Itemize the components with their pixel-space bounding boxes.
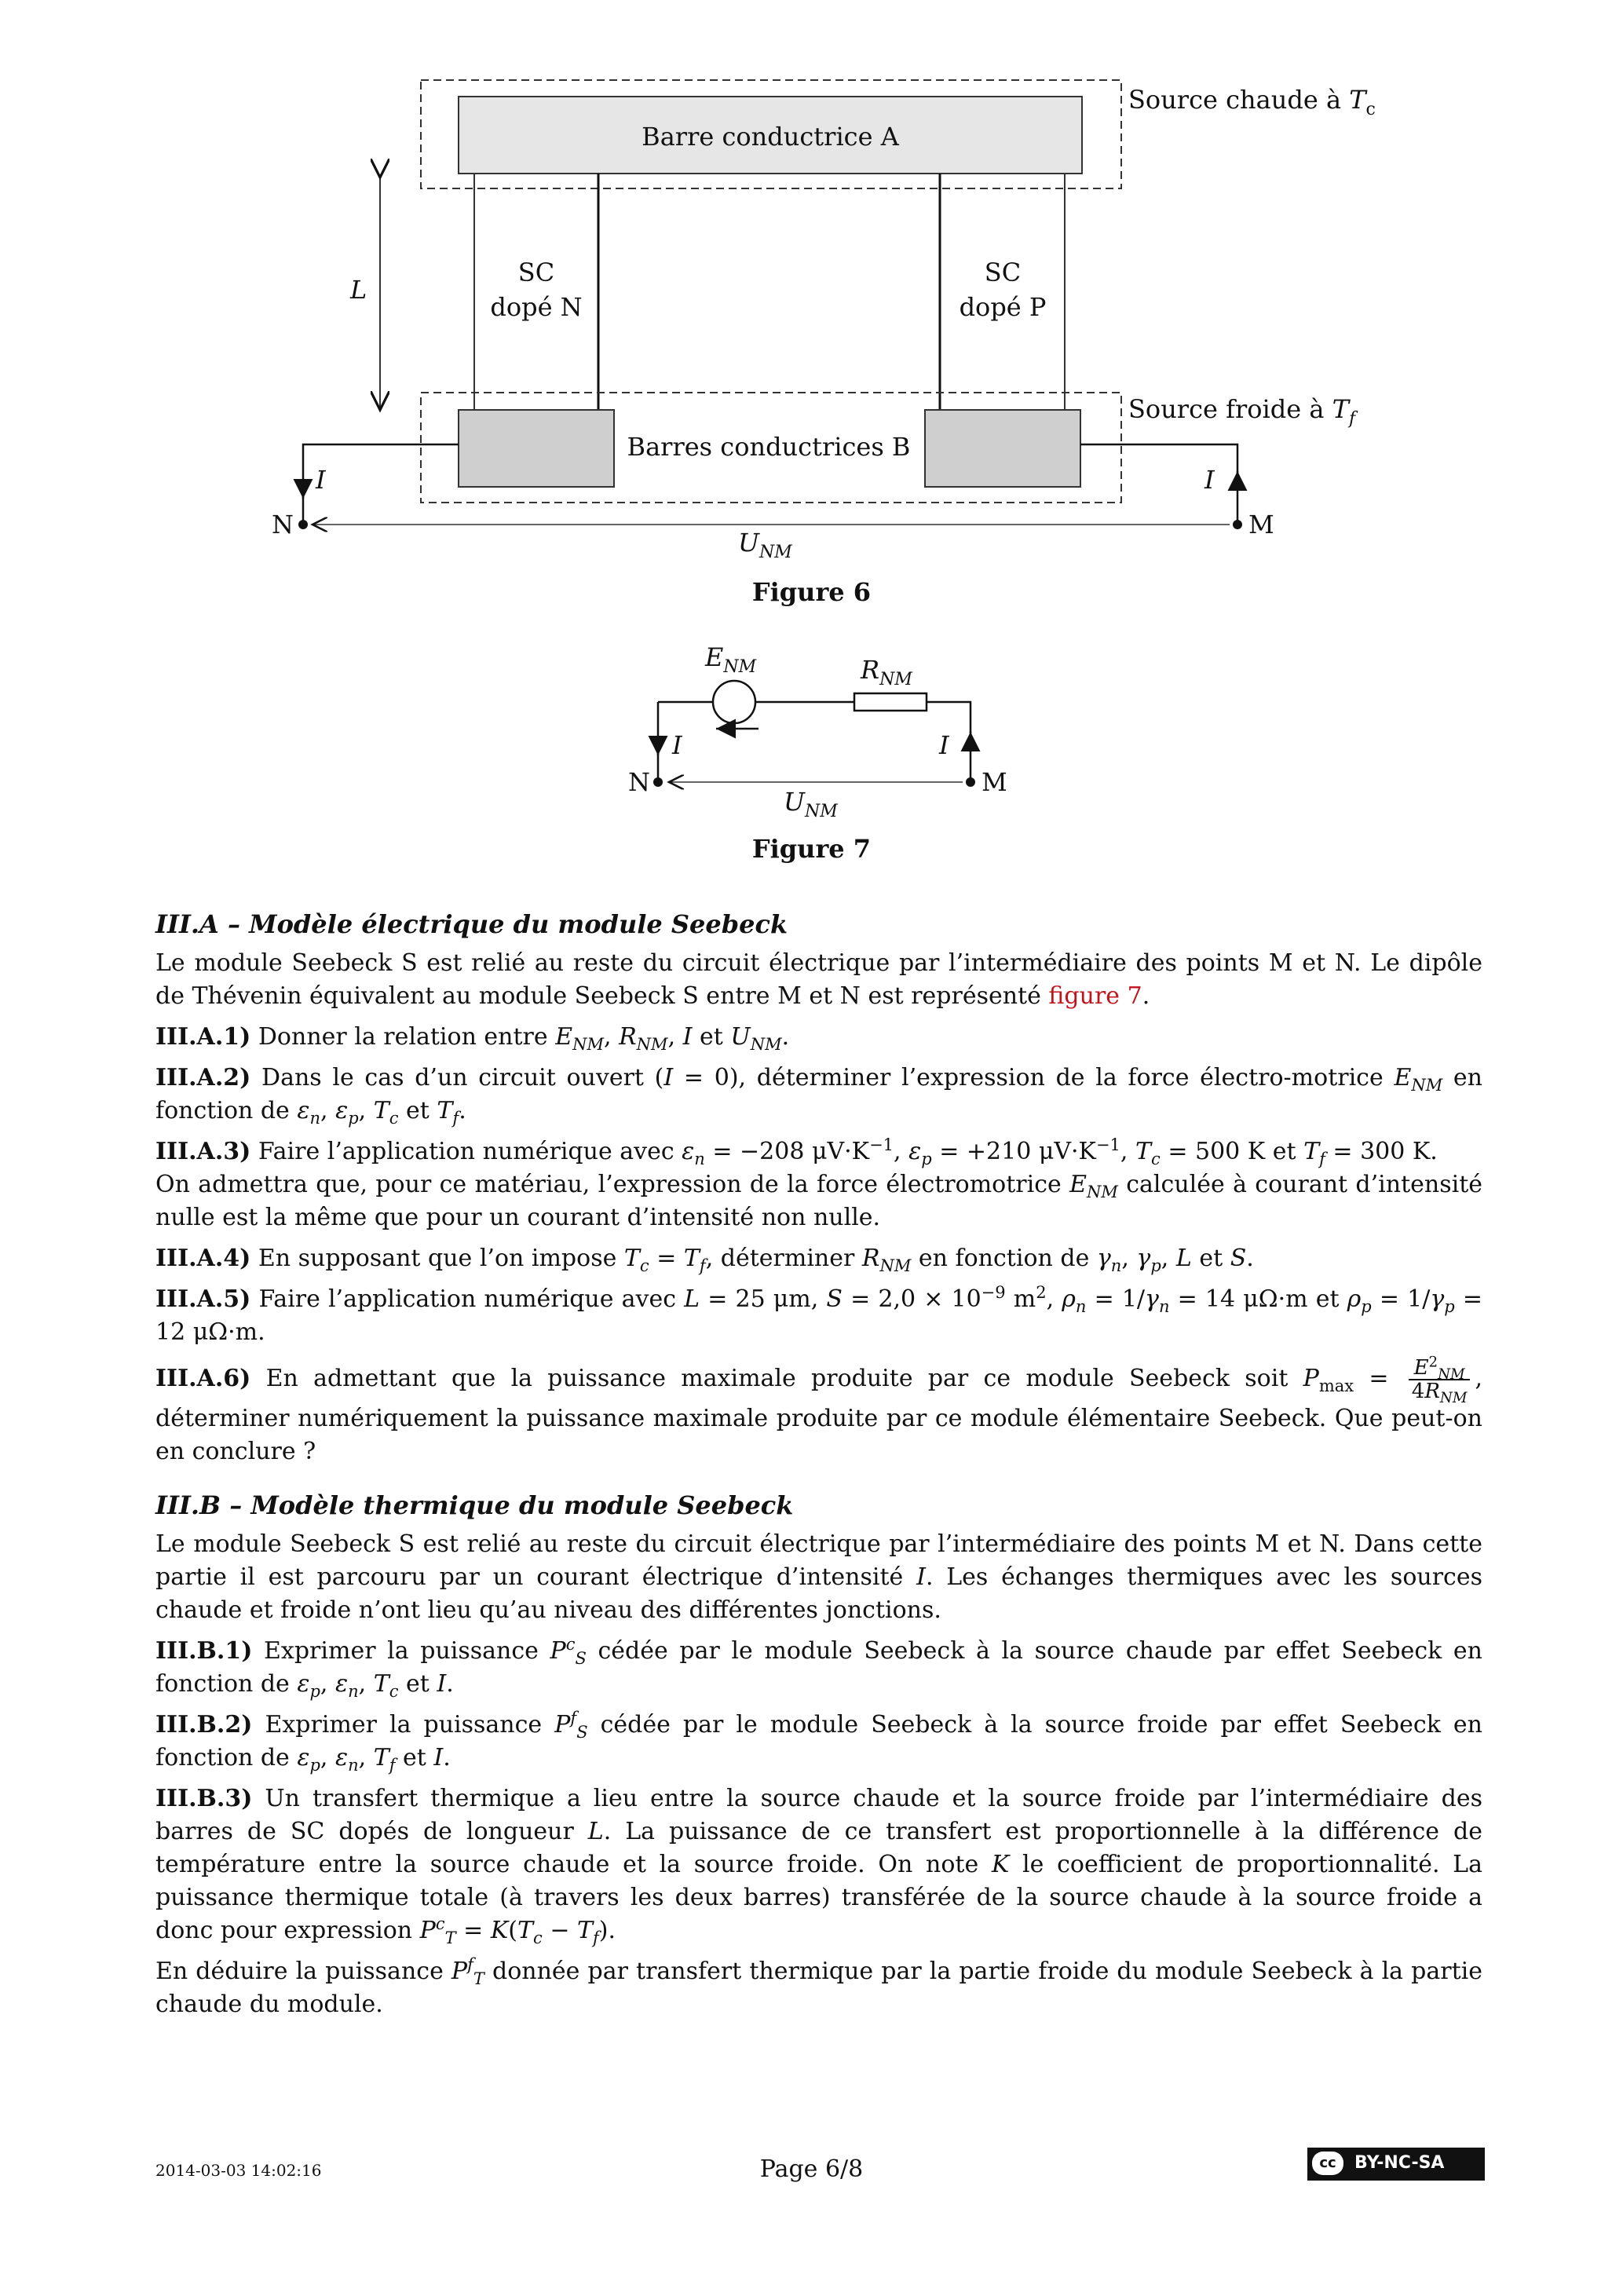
question-a3: III.A.3) Faire l’application numérique avec $\varepsilon_n = -208$ $\mu V\cdot K^{-1}$, $\varepsilon_p = +210$ $\mu V\cdot K^{-1}$, $T_c = 500$ K et $T_f = 300$ K. [155, 1135, 1438, 1168]
sc-n-doping: dopé N [490, 292, 583, 322]
license-label: BY-NC-SA [1354, 2153, 1445, 2173]
hot-source-label: Source chaude à $T_c$ [1128, 85, 1376, 119]
question-b1: III.B.1) Exprimer la puissance $P^c_S$ cédée par le module Seebeck à la source chaude par effet Seebeck en fonction de $\varepsilon_p$, $\varepsilon_n$, $T_c$ et I. [155, 1635, 1482, 1701]
resistor-symbol [854, 693, 927, 711]
question-a5: III.A.5) Faire l’application numérique avec L = 25 μm, $S = 2,0 \times 10^{-9}$ $m^2$, $\rho_n = 1/\gamma_n = 14$ μΩ·m et $\rho_p = 1/\gamma_p = 12$ μΩ·m. [155, 1283, 1483, 1346]
conductor-bar-b-left [459, 410, 614, 487]
exam-text [155, 887, 1482, 2029]
figure-6-caption: Figure 6 [751, 577, 872, 607]
section-a-title: III.A – Modèle électrique du module Seebeck [155, 909, 788, 939]
footer-date: 2014-03-03 14:02:16 [155, 2161, 322, 2180]
resistance-label: $R_{NM}$ [861, 655, 912, 689]
current-right-label-fig7: I [939, 730, 949, 760]
figure-7-link[interactable]: figure 7 [1048, 982, 1142, 1010]
footer-page-number: Page 6/8 [759, 2155, 864, 2183]
license-badge[interactable] [1307, 2148, 1485, 2181]
question-a3-note: On admettra que, pour ce matériau, l’expression de la force électromotrice $E_{NM}$ calculée à courant d’intensité nulle est la même que pour un courant d’intensité non nulle. [155, 1171, 1482, 1231]
voltage-label-fig7: $U_{NM}$ [784, 787, 838, 821]
question-b3: III.B.3) Un transfert thermique a lieu entre la source chaude et la source froide par l’intermédiaire des barres de SC dopés de longueur L. La puissance de ce transfert est proportionnelle à la différence de température entre la source chaude et la source froide. On note K le coefficient de proportionnalité. La puissance thermique totale (à travers les deux barres) transférée de la source chaude à la source froide a donc pour expression $P^c_T = K(T_c - T_f)$. [155, 1785, 1482, 1947]
question-a6: III.A.6) En admettant que la puissance maximale produite par ce module Seebeck soit $P_{max}$ = $\frac{E^2_{NM}}{4R_{NM}}$ , déterminer numériquement la puissance maximale produite par ce module élémentaire Seebeck. Que peut-on en conclure ? [155, 1354, 1482, 1465]
section-a-intro: Le module Seebeck S est relié au reste du circuit électrique par l’intermédiaire des points M et N. Le dipôle de Thévenin équivalent au module Seebeck S entre M et N est représenté figure 7. [155, 949, 1482, 1010]
node-n-fig7: N [628, 767, 650, 797]
section-b-title: III.B – Modèle thermique du module Seebeck [155, 1490, 794, 1520]
question-a1: III.A.1) Donner la relation entre $E_{NM}$, $R_{NM}$, I et $U_{NM}$. [155, 1023, 790, 1054]
figure-7-diagram [0, 628, 1623, 832]
question-a4: III.A.4) En supposant que l’on impose $T_c = T_f$, déterminer $R_{NM}$ en fonction de $\gamma_n$, $\gamma_p$, L et S. [155, 1245, 1254, 1275]
question-b2: III.B.2) Exprimer la puissance $P^f_S$ cédée par le module Seebeck à la source froide par effet Seebeck en fonction de $\varepsilon_p$, $\varepsilon_n$, $T_f$ et I. [155, 1709, 1482, 1775]
question-a2: III.A.2) Dans le cas d’un circuit ouvert (I = 0), déterminer l’expression de la force électro-motrice $E_{NM}$ en fonction de $\varepsilon_n$, $\varepsilon_p$, $T_c$ et $T_f$. [155, 1064, 1483, 1128]
conductor-bar-a-label: Barre conductrice A [642, 122, 899, 152]
figure-7-caption: Figure 7 [751, 834, 872, 864]
conductor-bar-b-right [925, 410, 1080, 487]
node-m: M [1248, 510, 1274, 539]
current-right-label: I [1204, 465, 1215, 495]
current-left-label-fig7: I [672, 730, 682, 760]
node-n: N [272, 510, 294, 539]
emf-label: $E_{NM}$ [705, 642, 757, 677]
voltage-label: $U_{NM}$ [738, 528, 792, 562]
cold-source-label: Source froide à $T_f$ [1128, 394, 1356, 429]
current-left-label: I [316, 465, 326, 495]
conductor-bars-b-label: Barres conductrices B [627, 432, 911, 462]
node-m-fig7: M [981, 767, 1007, 797]
question-b3-followup: En déduire la puissance $P^f_T$ donnée par transfert thermique par la partie froide du module Seebeck à la partie chaude du module. [155, 1955, 1482, 2018]
sc-n-label: SC [517, 258, 555, 287]
sc-p-doping: dopé P [959, 292, 1047, 322]
length-label: L [350, 275, 367, 305]
figure-6-diagram [0, 71, 1623, 652]
sc-p-label: SC [984, 258, 1022, 287]
emf-source-symbol [713, 681, 755, 723]
cc-icon: cc [1312, 2152, 1343, 2175]
section-b-intro: Le module Seebeck S est relié au reste du circuit électrique par l’intermédiaire des points M et N. Dans cette partie il est parcouru par un courant électrique d’intensité I. Les échanges thermiques avec les sources chaude et froide n’ont lieu qu’au niveau des différentes jonctions. [155, 1530, 1482, 1624]
